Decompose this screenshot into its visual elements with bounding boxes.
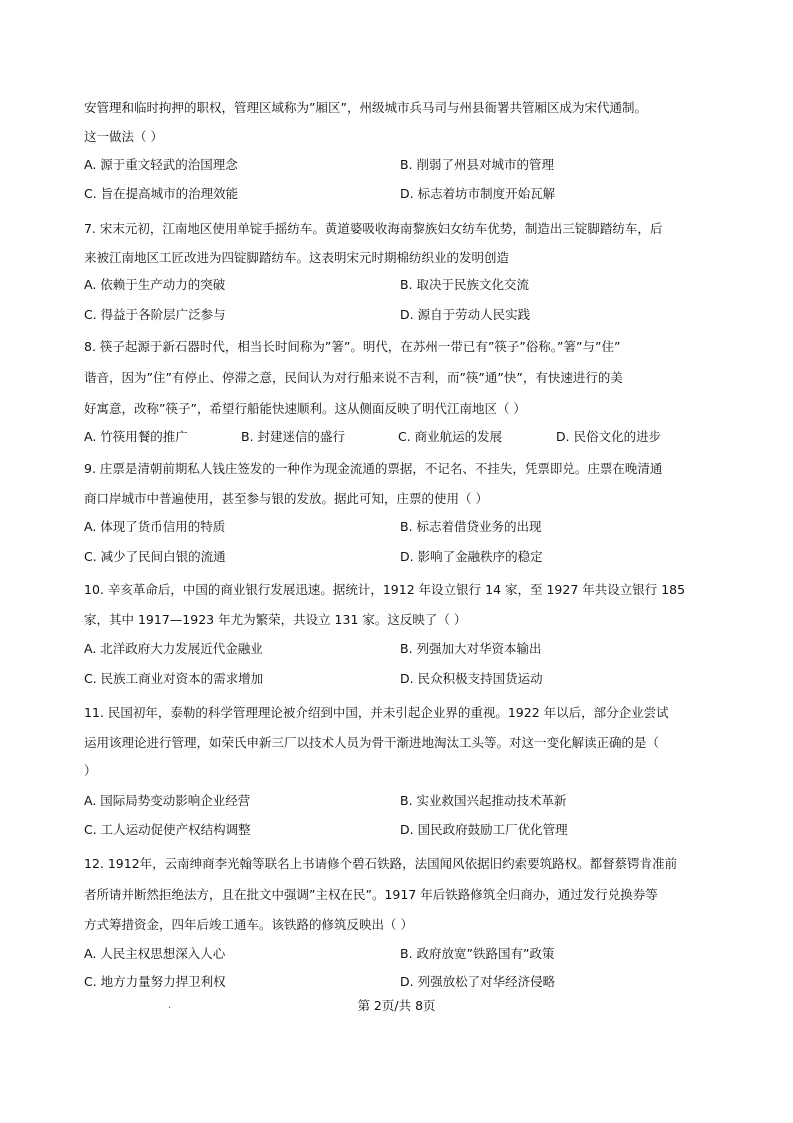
q12-option-d[interactable]: D. 列强放松了对华经济侵略 [400, 974, 556, 989]
q10-option-d[interactable]: D. 民众积极支持国货运动 [400, 671, 543, 686]
q11-option-a[interactable]: A. 国际局势变动影响企业经营 [84, 793, 251, 808]
q10-option-c[interactable]: C. 民族工商业对资本的需求增加 [84, 671, 264, 686]
q8-text-line-1: 8. 筷子起源于新石器时代，相当长时间称为”箸”。明代，在苏州一带已有”筷子”俗称。”箸”与”住” [84, 339, 621, 354]
q6-option-c[interactable]: C. 旨在提高城市的治理效能 [84, 186, 239, 201]
q12-text-line-2: 者所请并断然拒绝法方，且在批文中强调”主权在民”。1917 年后铁路修筑全归商办，通过发行兑换券等 [84, 887, 658, 902]
q8-option-d[interactable]: D. 民俗文化的进步 [556, 429, 662, 444]
q6-text-line-1: 安管理和临时拘押的职权，管理区域称为”厢区”，州级城市兵马司与州县衙署共管厢区成为宋代通制。 [84, 100, 647, 115]
q9-text-line-2: 商口岸城市中普遍使用，甚至参与银的发放。据此可知，庄票的使用（ ） [84, 491, 488, 506]
q8-option-c[interactable]: C. 商业航运的发展 [398, 429, 503, 444]
stray-dot: . [168, 1000, 172, 1011]
q9-option-d[interactable]: D. 影响了金融秩序的稳定 [400, 549, 543, 564]
q6-option-a[interactable]: A. 源于重文轻武的治国理念 [84, 157, 238, 172]
q9-option-b[interactable]: B. 标志着借贷业务的出现 [400, 519, 542, 534]
q11-option-d[interactable]: D. 国民政府鼓励工厂优化管理 [400, 822, 568, 837]
q12-text-line-3: 方式筹措资金，四年后竣工通车。该铁路的修筑反映出（ ） [84, 917, 413, 932]
q12-option-b[interactable]: B. 政府放宽”铁路国有”政策 [400, 946, 555, 961]
q6-option-b[interactable]: B. 削弱了州县对城市的管理 [400, 157, 555, 172]
q9-option-c[interactable]: C. 减少了民间白银的流通 [84, 549, 226, 564]
page-number: 第 2页/共 8页 [357, 998, 436, 1013]
q11-option-c[interactable]: C. 工人运动促使产权结构调整 [84, 822, 251, 837]
q7-option-a[interactable]: A. 依赖于生产动力的突破 [84, 277, 226, 292]
q7-option-d[interactable]: D. 源自于劳动人民实践 [400, 307, 531, 322]
q10-option-a[interactable]: A. 北洋政府大力发展近代金融业 [84, 641, 263, 656]
q11-text-line-3: ） [84, 763, 97, 778]
q8-option-b[interactable]: B. 封建迷信的盛行 [241, 429, 346, 444]
q7-text-line-2: 来被江南地区工匠改进为四锭脚踏纺车。这表明宋元时期棉纺织业的发明创造 [84, 250, 510, 265]
q10-option-b[interactable]: B. 列强加大对华资本输出 [400, 641, 542, 656]
q12-option-c[interactable]: C. 地方力量努力捍卫利权 [84, 974, 226, 989]
q10-text-line-1: 10. 辛亥革命后，中国的商业银行发展迅速。据统计，1912 年设立银行 14 家，至 1927 年共设立银行 185 [84, 582, 686, 597]
q10-text-line-2: 家，其中 1917—1923 年尤为繁荣，共设立 131 家。这反映了（ ） [84, 612, 467, 627]
q12-option-a[interactable]: A. 人民主权思想深入人心 [84, 946, 226, 961]
q8-text-line-3: 好寓意，改称”筷子”，希望行船能快速顺利。这从侧面反映了明代江南地区（ ） [84, 401, 526, 416]
q11-option-b[interactable]: B. 实业救国兴起推动技术革新 [400, 793, 567, 808]
q11-text-line-1: 11. 民国初年，泰勒的科学管理理论被介绍到中国，并未引起企业界的重视。1922 年以后，部分企业尝试 [84, 705, 669, 720]
q8-text-line-2: 谐音，因为”住”有停止、停滞之意，民间认为对行船来说不吉利，而”筷”通”快”，有快速进行的美 [84, 370, 623, 385]
q8-option-a[interactable]: A. 竹筷用餐的推广 [84, 429, 188, 444]
q9-option-a[interactable]: A. 体现了货币信用的特质 [84, 519, 226, 534]
q7-text-line-1: 7. 宋末元初，江南地区使用单锭手摇纺车。黄道婆吸收海南黎族妇女纺车优势，制造出三锭脚踏纺车，后 [84, 221, 663, 236]
q6-text-line-2: 这一做法（ ） [84, 129, 163, 144]
q11-text-line-2: 运用该理论进行管理，如荣氏申新三厂以技术人员为骨干渐进地淘汰工头等。对这一变化解读正确的是（ [84, 735, 660, 750]
q12-text-line-1: 12. 1912年，云南绅商李光翰等联名上书请修个碧石铁路，法国闻风依据旧约索要筑路权。都督蔡锷肯准前 [84, 856, 678, 871]
q7-option-b[interactable]: B. 取决于民族文化交流 [400, 277, 530, 292]
q6-option-d[interactable]: D. 标志着坊市制度开始瓦解 [400, 186, 556, 201]
q7-option-c[interactable]: C. 得益于各阶层广泛参与 [84, 307, 226, 322]
q9-text-line-1: 9. 庄票是清朝前期私人钱庄签发的一种作为现金流通的票据，不记名、不挂失，凭票即兑。庄票在晚清通 [84, 461, 663, 476]
